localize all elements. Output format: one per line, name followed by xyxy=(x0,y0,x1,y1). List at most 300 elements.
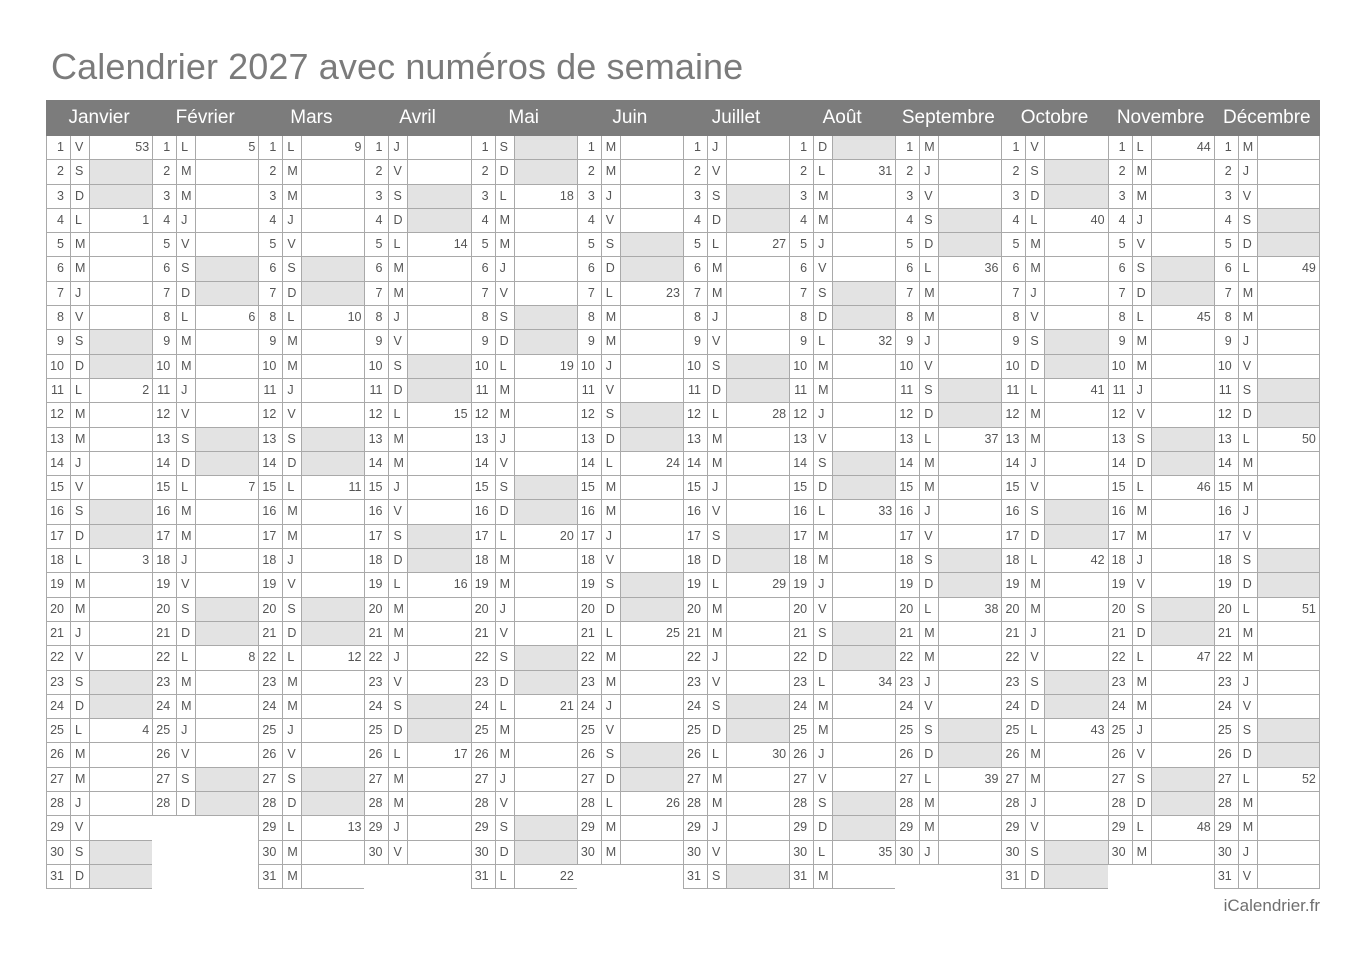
day-row xyxy=(895,743,1001,767)
weekday-letter: S xyxy=(1239,379,1258,402)
day-row xyxy=(1108,257,1214,281)
day-number: 7 xyxy=(365,282,389,305)
day-row xyxy=(1214,865,1320,889)
week-number xyxy=(1152,598,1214,621)
day-number: 8 xyxy=(153,306,177,329)
day-row xyxy=(1214,209,1320,233)
day-row xyxy=(1108,452,1214,476)
day-number: 27 xyxy=(790,768,814,791)
day-number: 16 xyxy=(153,500,177,523)
weekday-letter: J xyxy=(1026,622,1045,645)
day-number: 25 xyxy=(259,719,283,742)
weekday-letter: J xyxy=(1026,452,1045,475)
weekday-letter: S xyxy=(814,622,833,645)
day-number: 23 xyxy=(1002,671,1026,694)
weekday-letter: M xyxy=(71,257,90,280)
weekday-letter: V xyxy=(389,841,408,864)
day-row xyxy=(683,719,789,743)
day-row xyxy=(577,185,683,209)
day-row xyxy=(471,549,577,573)
day-number: 8 xyxy=(896,306,920,329)
day-number: 11 xyxy=(365,379,389,402)
day-number: 22 xyxy=(365,646,389,669)
day-row xyxy=(258,792,364,816)
day-row xyxy=(46,282,152,306)
weekday-letter: L xyxy=(496,355,515,378)
day-number: 9 xyxy=(365,330,389,353)
day-row xyxy=(1108,671,1214,695)
week-number xyxy=(90,160,152,183)
week-number xyxy=(939,646,1001,669)
weekday-letter: D xyxy=(283,622,302,645)
day-row xyxy=(789,646,895,670)
day-number: 2 xyxy=(47,160,71,183)
week-number xyxy=(515,452,577,475)
day-row xyxy=(1001,330,1107,354)
day-number: 28 xyxy=(896,792,920,815)
day-number: 15 xyxy=(1109,476,1133,499)
week-number: 24 xyxy=(666,455,680,470)
day-number: 5 xyxy=(578,233,602,256)
weekday-letter: S xyxy=(1133,598,1152,621)
day-row xyxy=(364,622,470,646)
day-row xyxy=(152,233,258,257)
weekday-letter: M xyxy=(283,865,302,888)
week-number xyxy=(408,792,470,815)
day-row xyxy=(364,816,470,840)
day-number: 4 xyxy=(1215,209,1239,232)
day-row xyxy=(1001,282,1107,306)
day-row xyxy=(1001,525,1107,549)
day-number: 28 xyxy=(259,792,283,815)
week-number xyxy=(1045,476,1107,499)
weekday-letter: D xyxy=(920,403,939,426)
day-row xyxy=(683,743,789,767)
day-number: 23 xyxy=(153,671,177,694)
day-row xyxy=(1001,136,1107,160)
week-number xyxy=(939,743,1001,766)
day-number: 30 xyxy=(1215,841,1239,864)
week-number: 25 xyxy=(666,625,680,640)
week-number xyxy=(1152,403,1214,426)
weekday-letter: V xyxy=(1026,646,1045,669)
day-number: 29 xyxy=(472,816,496,839)
weekday-letter: S xyxy=(283,428,302,451)
day-number: 13 xyxy=(259,428,283,451)
day-number: 2 xyxy=(153,160,177,183)
day-row xyxy=(577,549,683,573)
weekday-letter: D xyxy=(602,257,621,280)
week-number xyxy=(515,403,577,426)
day-row xyxy=(258,646,364,670)
day-row xyxy=(46,428,152,452)
day-number: 12 xyxy=(259,403,283,426)
day-row xyxy=(1001,792,1107,816)
day-row xyxy=(683,768,789,792)
weekday-letter: D xyxy=(602,598,621,621)
weekday-letter: D xyxy=(71,525,90,548)
day-row xyxy=(1108,428,1214,452)
day-row xyxy=(364,185,470,209)
day-row xyxy=(1214,841,1320,865)
day-row xyxy=(471,500,577,524)
week-number: 48 xyxy=(1196,820,1211,835)
day-number: 3 xyxy=(896,185,920,208)
month-header: Août xyxy=(789,100,895,136)
weekday-letter: V xyxy=(496,282,515,305)
weekday-letter: J xyxy=(602,525,621,548)
weekday-letter: M xyxy=(1239,816,1258,839)
day-number: 24 xyxy=(47,695,71,718)
day-number: 18 xyxy=(1002,549,1026,572)
day-row xyxy=(1108,355,1214,379)
weekday-letter: S xyxy=(814,792,833,815)
day-row xyxy=(1108,500,1214,524)
day-row xyxy=(46,622,152,646)
day-row xyxy=(364,209,470,233)
weekday-letter: V xyxy=(920,525,939,548)
weekday-letter: M xyxy=(1133,500,1152,523)
week-number xyxy=(939,160,1001,183)
weekday-letter: V xyxy=(1133,233,1152,256)
weekday-letter: M xyxy=(708,282,727,305)
day-number: 11 xyxy=(684,379,708,402)
weekday-letter: V xyxy=(708,841,727,864)
weekday-letter: V xyxy=(814,768,833,791)
week-number xyxy=(90,865,152,888)
week-number xyxy=(515,816,577,839)
day-number: 14 xyxy=(578,452,602,475)
day-row xyxy=(683,476,789,500)
day-number: 30 xyxy=(259,841,283,864)
month-header: Mars xyxy=(258,100,364,136)
week-number xyxy=(939,379,1001,402)
week-number: 36 xyxy=(984,261,999,276)
day-row xyxy=(152,330,258,354)
week-number xyxy=(302,330,364,353)
day-number: 12 xyxy=(896,403,920,426)
weekday-letter: M xyxy=(708,768,727,791)
week-number xyxy=(302,841,364,864)
day-row xyxy=(471,646,577,670)
weekday-letter: M xyxy=(71,573,90,596)
day-row xyxy=(152,549,258,573)
week-number xyxy=(90,695,152,718)
month-header: Avril xyxy=(364,100,470,136)
day-row xyxy=(152,622,258,646)
weekday-letter: S xyxy=(496,136,515,159)
day-row xyxy=(895,768,1001,792)
day-row xyxy=(1108,622,1214,646)
day-row xyxy=(789,136,895,160)
week-number xyxy=(833,573,895,596)
week-number xyxy=(408,500,470,523)
day-number: 7 xyxy=(1215,282,1239,305)
week-number xyxy=(408,598,470,621)
day-number: 8 xyxy=(684,306,708,329)
day-row xyxy=(1214,233,1320,257)
week-number xyxy=(302,525,364,548)
week-number xyxy=(1258,671,1319,694)
weekday-letter: M xyxy=(814,379,833,402)
day-number: 18 xyxy=(259,549,283,572)
week-number: 20 xyxy=(559,528,574,543)
day-row xyxy=(895,428,1001,452)
weekday-letter: S xyxy=(71,671,90,694)
day-row xyxy=(577,306,683,330)
week-number: 44 xyxy=(1196,140,1211,154)
day-number: 12 xyxy=(1215,403,1239,426)
day-number: 17 xyxy=(153,525,177,548)
day-number: 22 xyxy=(1109,646,1133,669)
week-number: 5 xyxy=(248,140,256,154)
day-row xyxy=(895,719,1001,743)
day-number: 19 xyxy=(578,573,602,596)
weekday-letter: D xyxy=(177,282,196,305)
week-number xyxy=(939,622,1001,645)
weekday-letter: L xyxy=(1239,768,1258,791)
day-row xyxy=(258,282,364,306)
day-number: 26 xyxy=(1215,743,1239,766)
weekday-letter: L xyxy=(1133,816,1152,839)
day-row xyxy=(895,209,1001,233)
weekday-letter: D xyxy=(1133,792,1152,815)
day-row xyxy=(1214,160,1320,184)
week-number xyxy=(1045,330,1107,353)
week-number xyxy=(196,792,258,815)
weekday-letter: S xyxy=(389,525,408,548)
day-row xyxy=(789,428,895,452)
weekday-letter: L xyxy=(708,233,727,256)
weekday-letter: M xyxy=(1239,282,1258,305)
week-number xyxy=(833,257,895,280)
day-number: 18 xyxy=(153,549,177,572)
week-number xyxy=(1258,306,1319,329)
weekday-letter: M xyxy=(1026,768,1045,791)
day-row xyxy=(577,768,683,792)
weekday-letter: L xyxy=(71,209,90,232)
day-number: 10 xyxy=(153,355,177,378)
week-number: 3 xyxy=(142,553,150,568)
weekday-letter: V xyxy=(1133,403,1152,426)
day-row xyxy=(152,792,258,816)
day-number: 7 xyxy=(896,282,920,305)
day-row xyxy=(683,233,789,257)
weekday-letter: L xyxy=(496,695,515,718)
day-number: 11 xyxy=(1002,379,1026,402)
week-number xyxy=(939,719,1001,742)
weekday-letter: L xyxy=(920,598,939,621)
week-number xyxy=(621,525,683,548)
weekday-letter: L xyxy=(1239,257,1258,280)
day-number: 11 xyxy=(1109,379,1133,402)
day-row xyxy=(1001,209,1107,233)
weekday-letter: L xyxy=(1133,476,1152,499)
day-number: 16 xyxy=(259,500,283,523)
day-number: 3 xyxy=(790,185,814,208)
week-number xyxy=(196,525,258,548)
weekday-letter: V xyxy=(71,306,90,329)
day-row xyxy=(577,282,683,306)
weekday-letter: S xyxy=(1026,500,1045,523)
weekday-letter: J xyxy=(708,646,727,669)
weekday-letter: L xyxy=(1239,598,1258,621)
day-number: 17 xyxy=(1215,525,1239,548)
weekday-letter: M xyxy=(496,209,515,232)
week-number xyxy=(515,500,577,523)
weekday-letter: M xyxy=(1133,695,1152,718)
week-number: 32 xyxy=(878,334,893,349)
weekday-letter: M xyxy=(1133,185,1152,208)
week-number: 2 xyxy=(142,382,150,397)
weekday-letter: V xyxy=(177,573,196,596)
weekday-letter: D xyxy=(814,646,833,669)
week-number xyxy=(621,355,683,378)
day-row xyxy=(789,355,895,379)
day-row xyxy=(364,549,470,573)
week-number: 43 xyxy=(1090,723,1105,738)
day-number: 9 xyxy=(578,330,602,353)
weekday-letter: M xyxy=(283,160,302,183)
day-row xyxy=(1214,379,1320,403)
week-number xyxy=(408,306,470,329)
weekday-letter: M xyxy=(602,306,621,329)
week-number xyxy=(727,792,789,815)
weekday-letter: J xyxy=(708,816,727,839)
month-header: Mai xyxy=(471,100,577,136)
weekday-letter: J xyxy=(283,379,302,402)
day-number: 13 xyxy=(1109,428,1133,451)
weekday-letter: J xyxy=(177,209,196,232)
week-number xyxy=(727,160,789,183)
day-number: 1 xyxy=(684,136,708,159)
weekday-letter: M xyxy=(1239,646,1258,669)
weekday-letter: D xyxy=(602,768,621,791)
week-number: 6 xyxy=(248,310,256,325)
day-number: 21 xyxy=(153,622,177,645)
week-number xyxy=(302,768,364,791)
day-row xyxy=(46,355,152,379)
week-number xyxy=(621,695,683,718)
day-number: 28 xyxy=(1002,792,1026,815)
day-row xyxy=(577,816,683,840)
day-number: 9 xyxy=(472,330,496,353)
day-row xyxy=(1001,841,1107,865)
week-number xyxy=(621,257,683,280)
day-number: 9 xyxy=(1215,330,1239,353)
day-number: 30 xyxy=(578,841,602,864)
day-row xyxy=(1108,136,1214,160)
weekday-letter: L xyxy=(920,428,939,451)
day-row xyxy=(789,282,895,306)
day-row xyxy=(1214,598,1320,622)
week-number xyxy=(939,573,1001,596)
day-row xyxy=(895,671,1001,695)
day-number: 8 xyxy=(1109,306,1133,329)
day-number: 24 xyxy=(153,695,177,718)
day-number: 22 xyxy=(1215,646,1239,669)
day-number: 31 xyxy=(790,865,814,888)
day-number: 2 xyxy=(1109,160,1133,183)
day-number: 10 xyxy=(1002,355,1026,378)
day-row xyxy=(364,379,470,403)
weekday-letter: V xyxy=(602,379,621,402)
day-row xyxy=(258,403,364,427)
day-row xyxy=(364,573,470,597)
weekday-letter: M xyxy=(177,355,196,378)
day-row xyxy=(471,695,577,719)
week-number: 33 xyxy=(878,504,893,519)
day-row xyxy=(789,209,895,233)
week-number xyxy=(727,476,789,499)
week-number xyxy=(621,379,683,402)
day-row xyxy=(577,743,683,767)
week-number xyxy=(621,573,683,596)
week-number: 11 xyxy=(348,480,362,495)
weekday-letter: J xyxy=(814,403,833,426)
weekday-letter: V xyxy=(389,500,408,523)
weekday-letter: D xyxy=(1239,743,1258,766)
day-number: 28 xyxy=(153,792,177,815)
week-number xyxy=(302,185,364,208)
weekday-letter: V xyxy=(283,573,302,596)
day-row xyxy=(895,695,1001,719)
day-number: 8 xyxy=(1215,306,1239,329)
day-row xyxy=(471,792,577,816)
day-row xyxy=(577,136,683,160)
week-number xyxy=(833,743,895,766)
week-number xyxy=(621,136,683,159)
day-row xyxy=(471,671,577,695)
week-number xyxy=(302,598,364,621)
day-row xyxy=(1108,598,1214,622)
day-number: 9 xyxy=(1109,330,1133,353)
week-number xyxy=(1045,573,1107,596)
week-number xyxy=(621,185,683,208)
day-row xyxy=(895,792,1001,816)
day-number: 20 xyxy=(259,598,283,621)
day-number: 6 xyxy=(472,257,496,280)
weekday-letter: M xyxy=(1133,160,1152,183)
week-number xyxy=(1258,841,1319,864)
day-number: 27 xyxy=(578,768,602,791)
day-row xyxy=(1001,355,1107,379)
week-number xyxy=(833,476,895,499)
day-row xyxy=(683,792,789,816)
weekday-letter: V xyxy=(71,136,90,159)
day-row xyxy=(1108,646,1214,670)
weekday-letter: S xyxy=(389,185,408,208)
weekday-letter: S xyxy=(1239,209,1258,232)
weekday-letter: M xyxy=(496,379,515,402)
week-number xyxy=(621,403,683,426)
weekday-letter: D xyxy=(496,500,515,523)
week-number xyxy=(90,233,152,256)
weekday-letter: J xyxy=(1133,379,1152,402)
day-row xyxy=(471,476,577,500)
week-number xyxy=(1258,622,1319,645)
week-number xyxy=(833,233,895,256)
day-number: 28 xyxy=(472,792,496,815)
day-number: 11 xyxy=(896,379,920,402)
weekday-letter: S xyxy=(496,306,515,329)
week-number xyxy=(515,549,577,572)
day-number: 17 xyxy=(684,525,708,548)
day-number: 19 xyxy=(896,573,920,596)
weekday-letter: M xyxy=(708,452,727,475)
weekday-letter: M xyxy=(1239,792,1258,815)
weekday-letter: J xyxy=(496,257,515,280)
